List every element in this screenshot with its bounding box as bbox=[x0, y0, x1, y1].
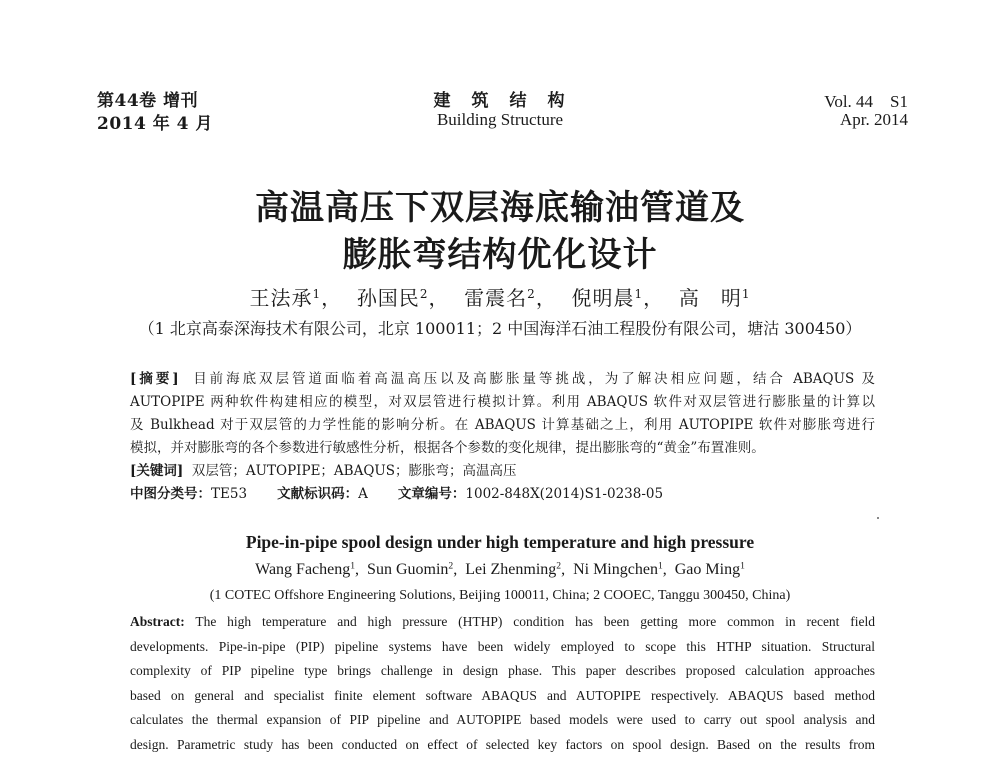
authors-cn: 王法承$^1$， 孙国民$^2$， 雷震名$^2$， 倪明晨$^1$， 高 明$^1$ bbox=[0, 282, 1000, 311]
author-cn: 雷震名$^2$ bbox=[464, 286, 536, 310]
author-en: Gao Ming$^1$ bbox=[675, 561, 745, 578]
abstract-en-line: design. Parametric study has been conducted on effect of selected key factors on spool design. Based on the results from bbox=[130, 733, 875, 757]
authors-en: Wang Facheng$^1$, Sun Guomin$^2$, Lei Zhenming$^2$, Ni Mingchen$^1$, Gao Ming$^1$ bbox=[0, 561, 1000, 579]
abstract-en-line: Abstract: The high temperature and high pressure (HTHP) condition has been getting more common in recent field bbox=[130, 610, 875, 635]
journal-date-cn: 2014 年 4 月 bbox=[97, 109, 213, 134]
journal-volume-cn: 第44卷 增刊 bbox=[97, 86, 198, 111]
abstract-en-line: calculates the thermal expansion of PIP pipeline and AUTOPIPE based models were used to carry out spool analysis and bbox=[130, 708, 875, 733]
author-cn: 孙国民$^2$ bbox=[357, 286, 429, 310]
paper-title-line2: 膨胀弯结构优化设计 bbox=[0, 227, 1000, 276]
author-en: Ni Mingchen$^1$ bbox=[573, 561, 663, 578]
clc-value: TE53 bbox=[211, 486, 247, 502]
author-cn: 高 明$^1$ bbox=[679, 286, 751, 310]
article-number-value: 1002-848X(2014)S1-0238-05 bbox=[465, 486, 663, 502]
journal-date-en: Apr. 2014 bbox=[840, 110, 908, 130]
author-en: Sun Guomin$^2$ bbox=[367, 561, 453, 578]
journal-name-cn: 建 筑 结 构 bbox=[0, 86, 1000, 111]
scan-speck bbox=[877, 517, 879, 519]
classification-line bbox=[130, 483, 875, 506]
abstract-en-line: based on general and specialist finite element software ABAQUS and AUTOPIPE respectively. ABAQUS based method bbox=[130, 684, 875, 709]
article-number-label: 文章编号： bbox=[398, 486, 466, 502]
paper-title-en: Pipe-in-pipe spool design under high temperature and high pressure bbox=[0, 532, 1000, 553]
doc-code-label: 文献标识码： bbox=[277, 486, 358, 502]
abstract-en-line: developments. Pipe-in-pipe (PIP) pipeline systems have been widely employed to scope this HTHP situation. Structural bbox=[130, 635, 875, 660]
keywords-cn: [关键词] 双层管；AUTOPIPE；ABAQUS；膨胀弯；高温高压 bbox=[130, 460, 875, 483]
abstract-cn-line: 模拟，并对膨胀弯的各个参数进行敏感性分析，根据各个参数的变化规律，提出膨胀弯的“黄金”布置准则。 bbox=[130, 437, 875, 460]
clc-label: 中图分类号： bbox=[130, 486, 211, 502]
abstract-cn-label: [摘要] bbox=[130, 371, 179, 387]
author-cn: 王法承$^1$ bbox=[249, 286, 321, 310]
affiliation-en: (1 COTEC Offshore Engineering Solutions, Beijing 100011, China; 2 COOEC, Tanggu 300450, China) bbox=[0, 588, 1000, 604]
abstract-cn bbox=[130, 368, 875, 506]
abstract-en-label: Abstract: bbox=[130, 614, 185, 629]
journal-volume-en: Vol. 44 S1 bbox=[824, 87, 908, 112]
affiliation-cn: （1 北京高泰深海技术有限公司，北京 100011；2 中国海洋石油工程股份有限公司，塘沽 300450） bbox=[0, 316, 1000, 339]
doc-code-value: A bbox=[358, 486, 368, 502]
abstract-cn-line: AUTOPIPE 两种软件构建相应的模型，对双层管进行模拟计算。利用 ABAQUS 软件对双层管进行膨胀量的计算以 bbox=[130, 391, 875, 414]
author-en: Wang Facheng$^1$ bbox=[255, 561, 355, 578]
abstract-cn-line: 及 Bulkhead 对于双层管的力学性能的影响分析。在 ABAQUS 计算基础之上，利用 AUTOPIPE 软件对膨胀弯进行 bbox=[130, 414, 875, 437]
author-en: Lei Zhenming$^2$ bbox=[465, 561, 561, 578]
abstract-en bbox=[130, 610, 875, 757]
abstract-en-line: complexity of PIP pipeline type brings challenge in design phase. This paper describes proposed calculation approaches bbox=[130, 659, 875, 684]
author-cn: 倪明晨$^1$ bbox=[572, 286, 644, 310]
journal-name-en: Building Structure bbox=[0, 110, 1000, 130]
abstract-cn-line: [摘要] 目前海底双层管道面临着高温高压以及高膨胀量等挑战，为了解决相应问题，结合 ABAQUS 及 bbox=[130, 368, 875, 391]
keywords-cn-label: [关键词] bbox=[130, 463, 183, 479]
paper-title-line1: 高温高压下双层海底输油管道及 bbox=[0, 180, 1000, 229]
